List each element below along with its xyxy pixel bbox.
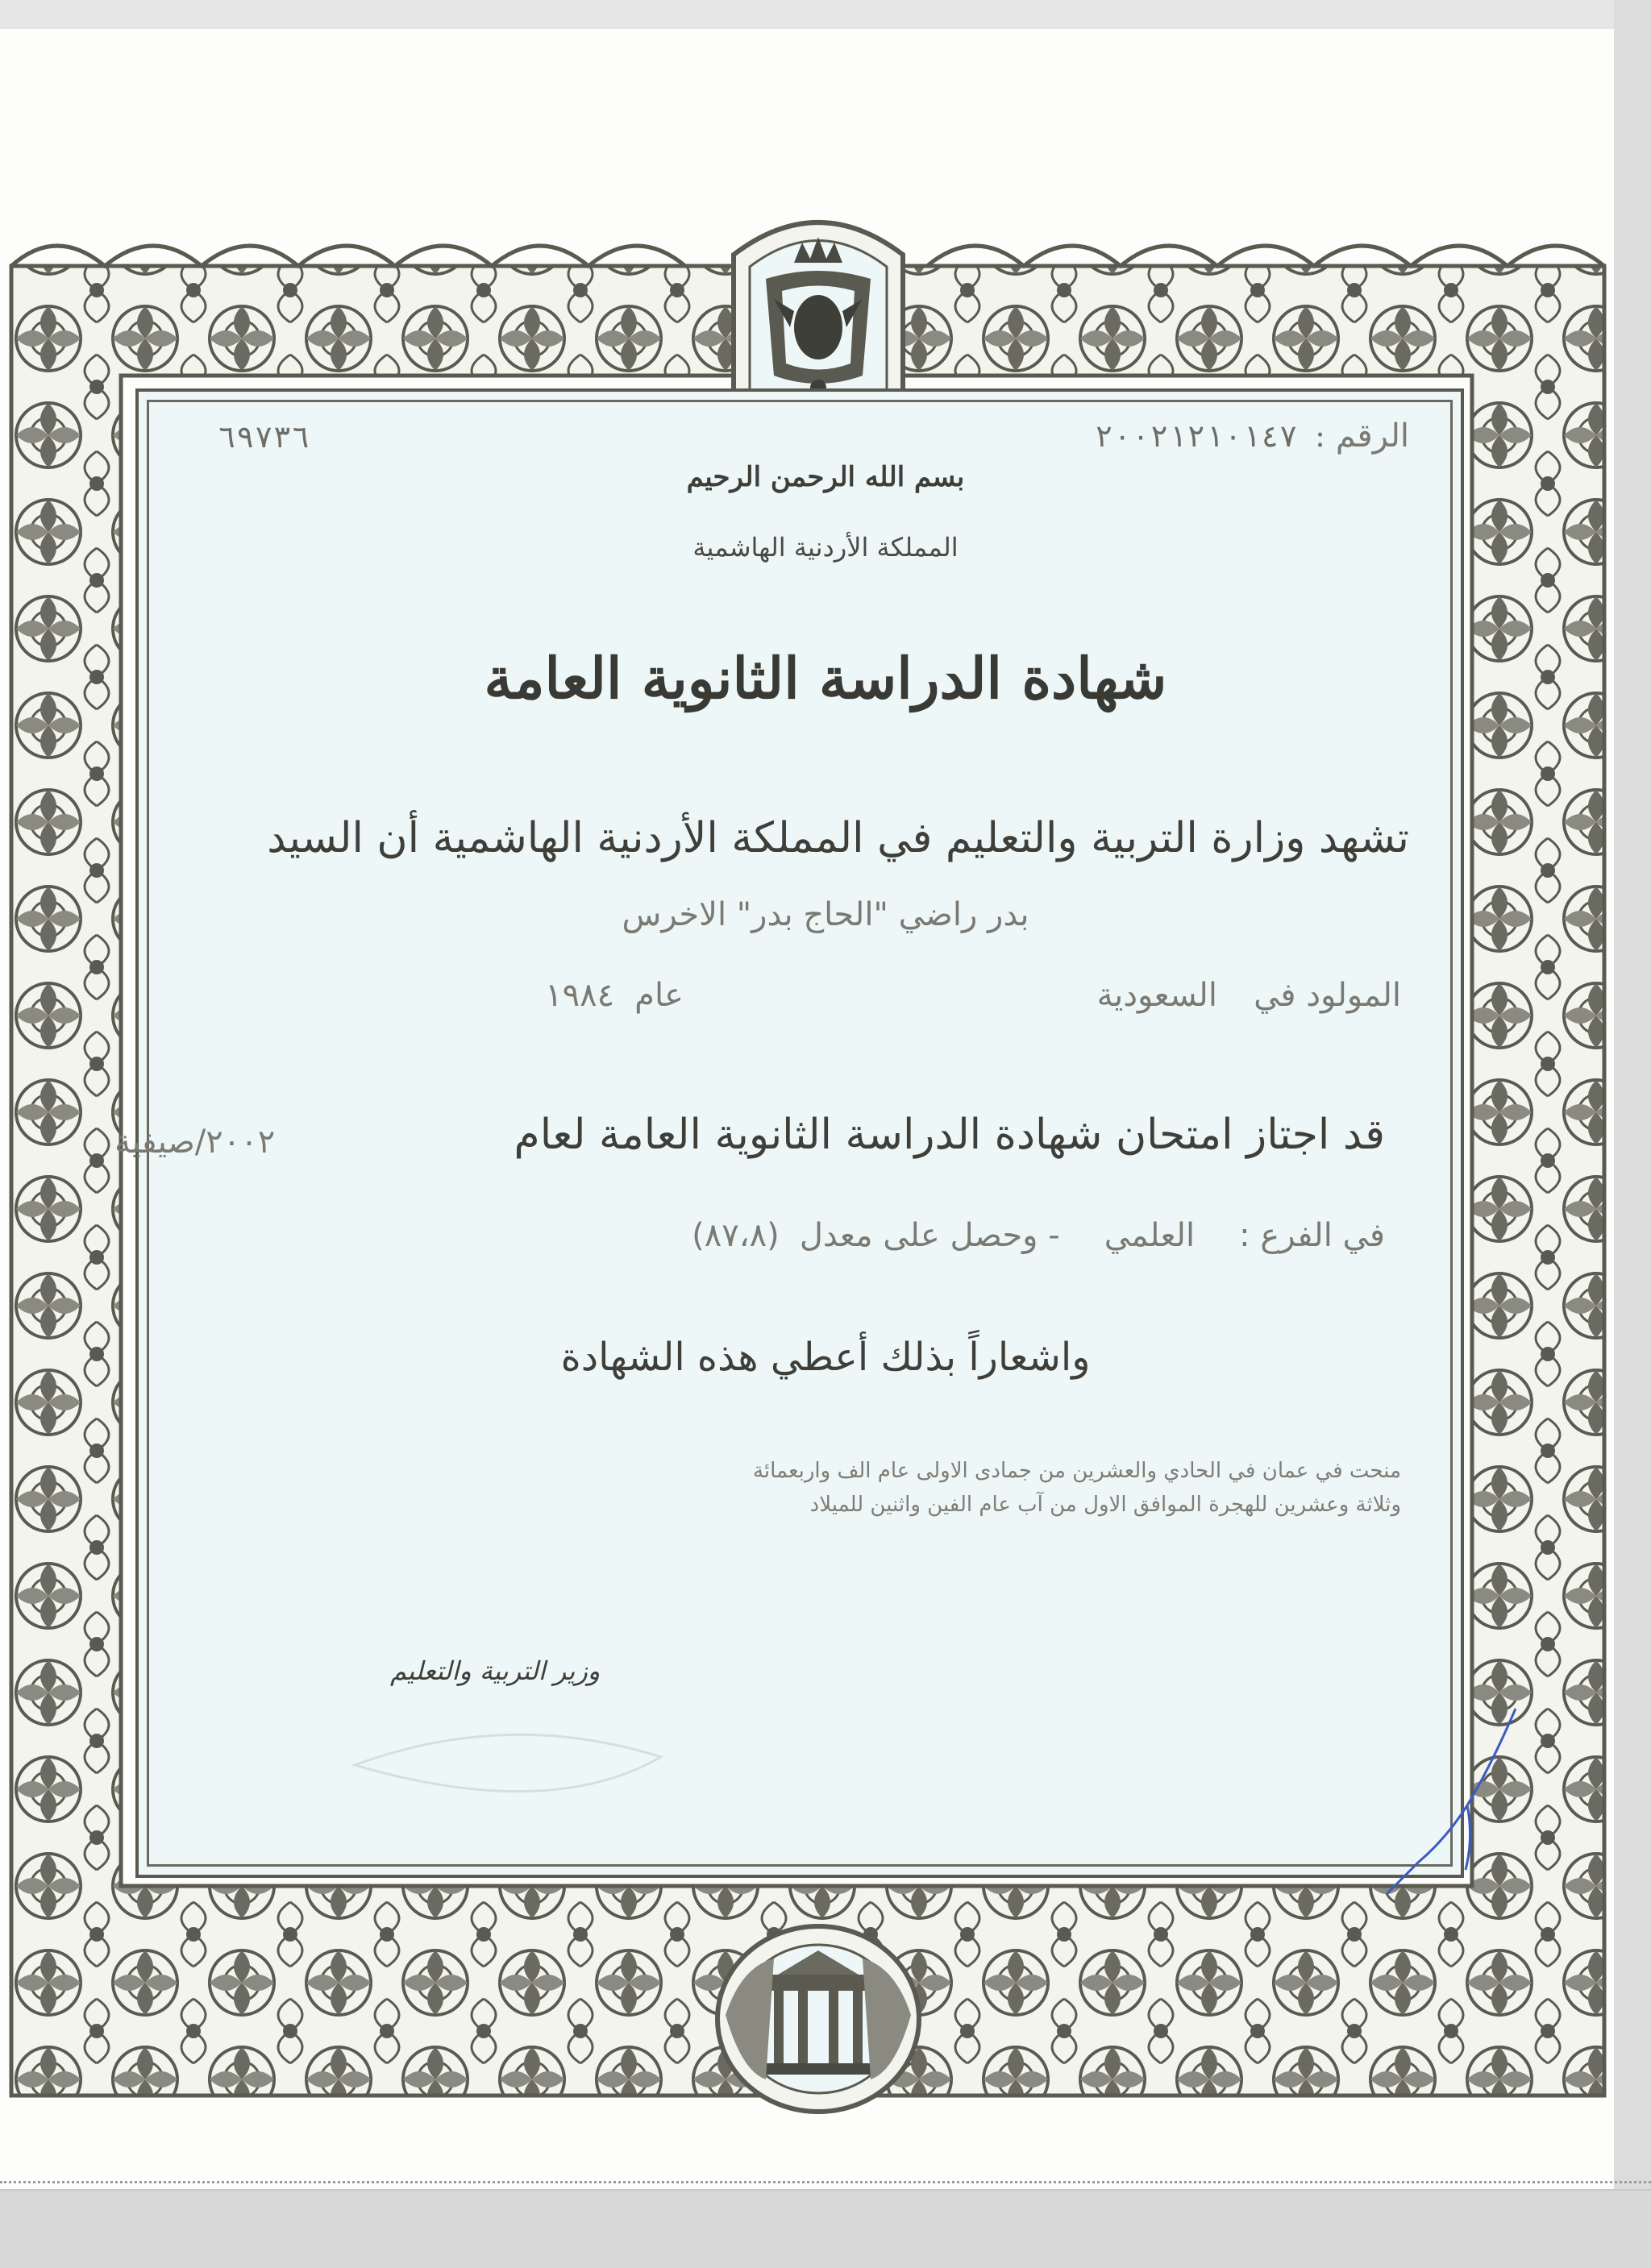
- certificate-number: [1095, 417, 1409, 455]
- stamp-outline: [339, 1717, 677, 1813]
- number-label: الرقم :: [1314, 417, 1409, 455]
- birth-info: [1097, 977, 1401, 1014]
- number-value: ٢٠٠٢١٢١٠١٤٧: [1094, 418, 1298, 454]
- birth-year: ١٩٨٤: [545, 977, 615, 1014]
- year-label: عام: [634, 977, 684, 1014]
- signature-stroke: [1370, 1701, 1532, 1910]
- born-place: السعودية: [1096, 977, 1217, 1014]
- closing-line: واشعاراً بذلك أعطي هذه الشهادة: [560, 1335, 1091, 1380]
- issued-line-2: وثلاثة وعشرين للهجرة الموافق الاول من آب عام الفين واثنين للميلاد: [809, 1493, 1401, 1517]
- kingdom-name: المملكة الأردنية الهاشمية: [692, 532, 959, 563]
- born-label: المولود في: [1254, 977, 1401, 1014]
- branch-value: العلمي: [1104, 1217, 1196, 1254]
- branch-info: [692, 1217, 1385, 1254]
- passed-line: قد اجتاز امتحان شهادة الدراسة الثانوية العامة لعام: [514, 1111, 1385, 1159]
- petra-treasury-icon: [709, 1918, 927, 2120]
- student-name: بدر راضي "الحاج بدر" الاخرس: [622, 896, 1029, 933]
- branch-label: في الفرع :: [1239, 1217, 1385, 1254]
- average-label: - وحصل على معدل: [799, 1217, 1060, 1254]
- attest-line: تشهد وزارة التربية والتعليم في المملكة الأردنية الهاشمية أن السيد: [267, 814, 1409, 862]
- issued-line-1: منحت في عمان في الحادي والعشرين من جمادى الاولى عام الف واربعمائة: [752, 1459, 1401, 1483]
- basmala: بسم الله الرحمن الرحيم: [686, 461, 965, 493]
- control-number: ٦٩٧٣٦: [218, 419, 310, 455]
- signatory-title: وزير التربية والتعليم: [390, 1655, 601, 1686]
- average-value: (٨٧،٨): [692, 1217, 780, 1254]
- birth-year-group: [545, 977, 684, 1014]
- exam-session: ٢٠٠٢/صيفية: [114, 1124, 276, 1161]
- certificate-title: شهادة الدراسة الثانوية العامة: [484, 645, 1167, 712]
